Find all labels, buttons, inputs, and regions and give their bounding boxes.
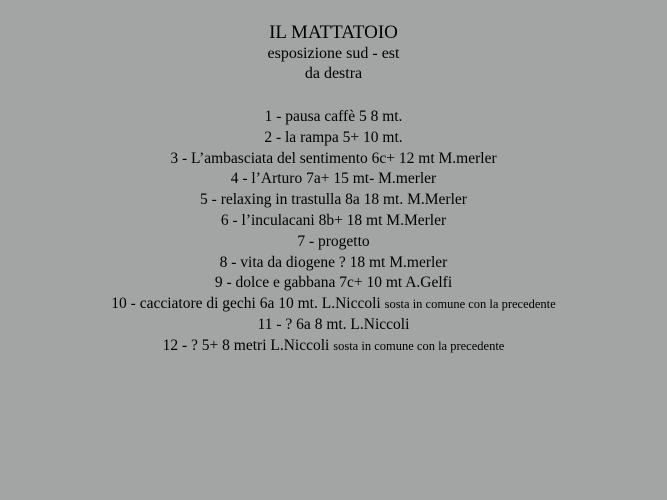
route-item [0, 107, 667, 128]
route-text: 6 - l’inculacani 8b+ 18 mt M.Merler [220, 211, 447, 229]
route-text: 1 - pausa caffè 5 8 mt. [264, 108, 403, 125]
route-text: 2 - la rampa 5+ 10 mt. [264, 128, 403, 146]
route-item [0, 190, 667, 211]
page-title: IL MATTATOIO [269, 22, 398, 43]
route-item [0, 253, 667, 274]
direction-subtitle: da destra [304, 65, 363, 82]
route-item [0, 315, 667, 336]
route-item [0, 169, 667, 190]
title-block [0, 22, 667, 84]
route-text: 12 - ? 5+ 8 metri L.Niccoli [162, 336, 330, 354]
route-item [0, 128, 667, 149]
route-item [0, 211, 667, 232]
route-item [0, 149, 667, 170]
route-text: 3 - L’ambasciata del sentimento 6c+ 12 mt M.merler [170, 149, 497, 167]
route-text: 9 - dolce e gabbana 7c+ 10 mt A.Gelfi [214, 274, 453, 292]
route-text: 8 - vita da diogene ? 18 mt M.merler [219, 253, 448, 271]
exposure-subtitle: esposizione sud - est [267, 45, 400, 62]
route-item [0, 273, 667, 294]
route-note: sosta in comune con la precedente [384, 297, 556, 312]
route-text: 7 - progetto [297, 232, 370, 250]
route-list [0, 107, 667, 357]
route-text: 5 - relaxing in trastulla 8a 18 mt. M.Merler [200, 191, 467, 209]
route-text: 10 - cacciatore di gechi 6a 10 mt. L.Niccoli [111, 295, 381, 313]
route-note: sosta in comune con la precedente [333, 338, 505, 353]
route-item [0, 232, 667, 253]
route-item [0, 294, 667, 315]
route-text: 4 - l’Arturo 7a+ 15 mt- M.merler [230, 170, 437, 188]
route-text: 11 - ? 6a 8 mt. L.Niccoli [257, 315, 410, 333]
route-item [0, 336, 667, 357]
